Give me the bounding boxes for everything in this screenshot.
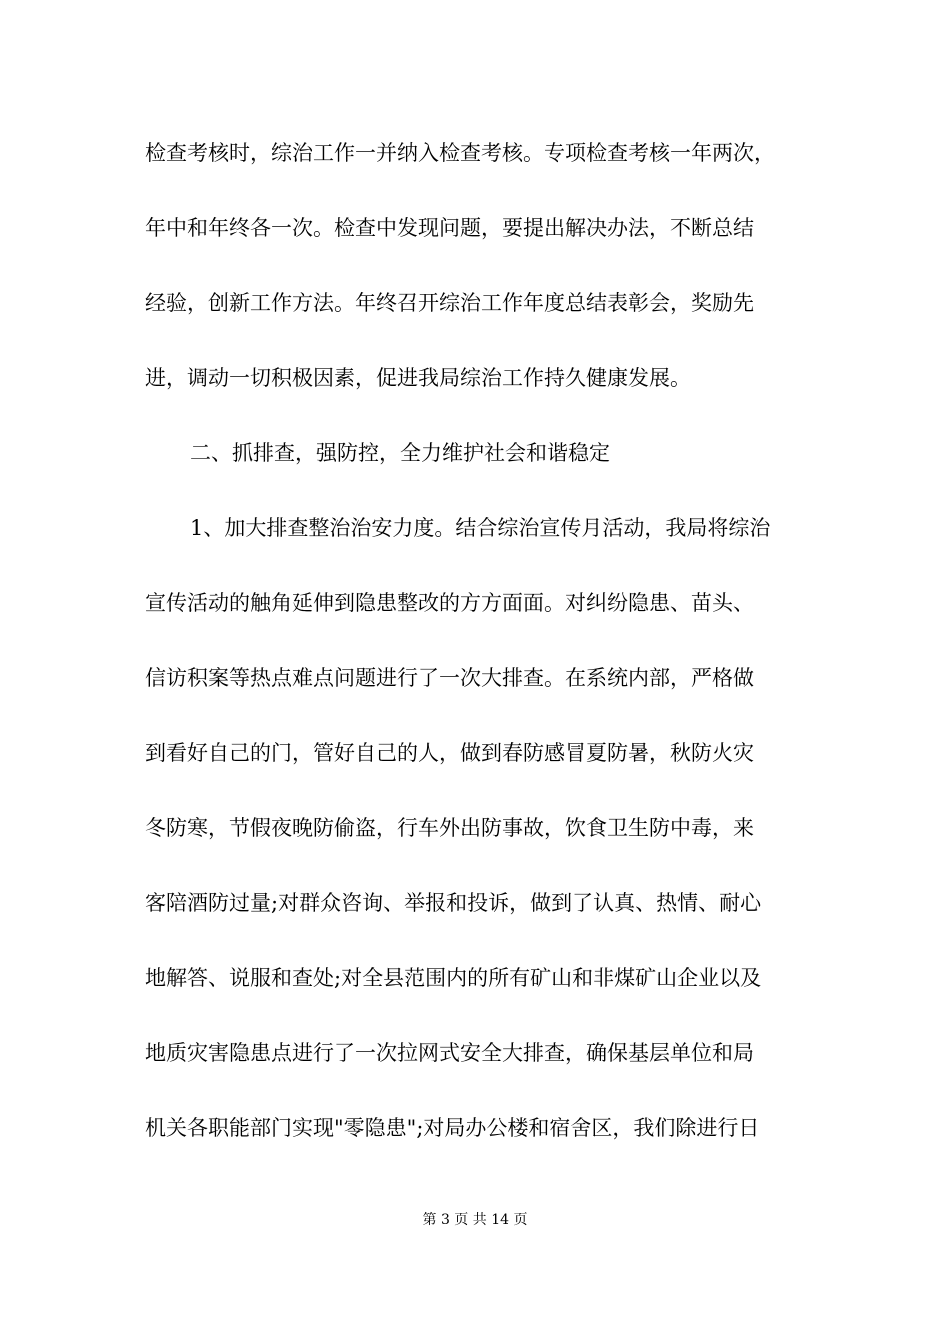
body-line-4: 进，调动一切积极因素，促进我局综治工作持久健康发展。: [145, 366, 691, 390]
body-line-11: 客陪酒防过量;对群众咨询、举报和投诉，做到了认真、热情、耐心: [145, 891, 762, 915]
body-line-8: 信访积案等热点难点问题进行了一次大排查。在系统内部，严格做: [145, 666, 754, 690]
body-line-3: 经验，创新工作方法。年终召开综治工作年度总结表彰会，奖励先: [145, 291, 754, 315]
body-line-9: 到看好自己的门，管好自己的人，做到春防感冒夏防暑，秋防火灾: [145, 741, 754, 765]
body-line-12: 地解答、说服和查处;对全县范围内的所有矿山和非煤矿山企业以及: [145, 966, 762, 990]
body-line-1: 检查考核时，综治工作一并纳入检查考核。专项检查考核一年两次，: [145, 141, 775, 165]
section-heading: 二、抓排查，强防控，全力维护社会和谐稳定: [190, 441, 610, 465]
page-number-footer: 第 3 页 共 14 页: [422, 1212, 528, 1228]
body-line-2: 年中和年终各一次。检查中发现问题，要提出解决办法，不断总结: [145, 216, 754, 240]
body-line-7: 宣传活动的触角延伸到隐患整改的方方面面。对纠纷隐患、苗头、: [145, 591, 754, 615]
body-line-6: 1、加大排查整治治安力度。结合综治宣传月活动，我局将综治: [190, 516, 771, 540]
body-line-14: 机关各职能部门实现"零隐患";对局办公楼和宿舍区，我们除进行日: [145, 1116, 760, 1140]
body-line-13: 地质灾害隐患点进行了一次拉网式安全大排查，确保基层单位和局: [145, 1041, 754, 1065]
body-line-10: 冬防寒，节假夜晚防偷盗，行车外出防事故，饮食卫生防中毒，来: [145, 816, 754, 840]
